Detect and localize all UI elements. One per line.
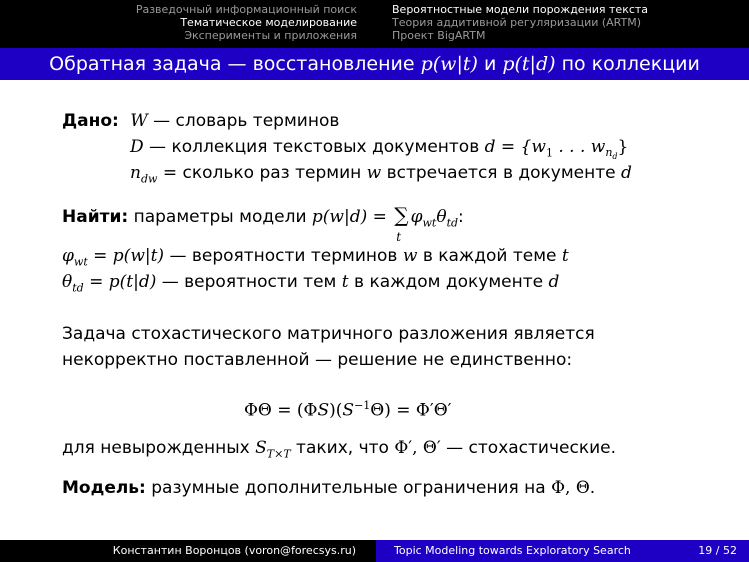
nav-subsection-artm-theory[interactable]: Теория аддитивной регуляризации (ARTM) [392, 16, 642, 29]
phi-def-sub: wt [73, 255, 88, 269]
subsection-nav [392, 3, 648, 42]
footer-page-number: 19 / 52 [698, 544, 737, 557]
phi-def-text: — вероятности терминов [164, 246, 403, 266]
sum-index: t [396, 230, 402, 244]
phi-def-w: w [402, 246, 418, 266]
collection-text: — коллекция текстовых документов [143, 137, 485, 157]
phi-definition [62, 245, 569, 273]
formula-s2: S [342, 400, 355, 421]
footer-bar [0, 540, 749, 562]
section-nav [136, 3, 357, 42]
slide-title [0, 48, 749, 80]
count-w: w [366, 163, 382, 183]
nav-subsection-bigartm[interactable]: Проект BigARTM [392, 29, 486, 42]
collection-math: d = {w [484, 137, 546, 157]
nondeg-text: для невырожденных [62, 438, 256, 458]
theta-def-text-2: в каждом документе [348, 272, 549, 292]
formula-part-b: )( [329, 400, 343, 421]
find-line [62, 203, 464, 244]
problem-line-2: некорректно поставленной — решение не единственно: [62, 350, 573, 370]
formula-s1: S [317, 400, 330, 421]
footer-title-block [376, 540, 749, 562]
phi-sub: wt [422, 216, 437, 230]
phi-def-t: t [561, 246, 569, 266]
formula-part-a: ΦΘ = (Φ [244, 400, 318, 421]
find-label: Найти: [62, 207, 129, 227]
nondegenerate-line [62, 437, 616, 465]
vocab-text: — словарь терминов [147, 111, 340, 131]
nondeg-text-2: таких, что [290, 438, 395, 458]
count-text: = сколько раз термин [157, 163, 367, 183]
formula-part-c: Θ) = Φ′Θ′ [370, 400, 452, 421]
model-label: Модель: [62, 478, 146, 498]
formula-sup: −1 [354, 399, 371, 412]
phi-def-eq: = p(w|t) [87, 246, 165, 266]
footer-talk-title: Topic Modeling towards Exploratory Search [394, 544, 631, 557]
nav-section-topic-modeling[interactable]: Тематическое моделирование [180, 16, 357, 29]
title-text-1: Обратная задача — восстановление [49, 53, 421, 75]
vocab-symbol: W [130, 111, 148, 131]
collection-sub-n: nd [605, 146, 618, 162]
nav-subsection-probabilistic-models[interactable]: Вероятностные модели порождения текста [392, 3, 649, 16]
given-line-w [62, 110, 339, 132]
count-sub: dw [140, 172, 158, 186]
given-label: Дано: [62, 111, 119, 131]
theta-def-d: d [548, 272, 560, 292]
theta-definition [62, 271, 559, 299]
collection-close: } [617, 137, 629, 157]
phi-def-text-2: в каждой теме [417, 246, 562, 266]
theta-def-eq: = p(t|d) [83, 272, 157, 292]
model-dot: . [589, 478, 596, 498]
theta-def-sub: td [72, 281, 84, 295]
theta-def-symbol: θ [62, 272, 73, 292]
title-math-2: p(t|d) [502, 53, 556, 75]
collection-sub-1: 1 [545, 146, 553, 160]
find-text: параметры модели [128, 207, 312, 227]
title-text-2: и [477, 53, 503, 75]
count-text-2: встречается в документе [381, 163, 622, 183]
theta-symbol: θ [436, 207, 447, 227]
theta-def-text: — вероятности тем [156, 272, 342, 292]
count-d: d [621, 163, 632, 183]
theta-sub: td [446, 216, 459, 230]
find-colon: : [458, 207, 464, 227]
factorization-formula [244, 395, 452, 422]
nav-section-exploratory-search[interactable]: Разведочный информационный поиск [135, 3, 357, 16]
collection-symbol: D [130, 137, 144, 157]
sum-symbol: ∑ t [392, 204, 410, 226]
title-math-1: p(w|t) [420, 53, 478, 75]
model-math: Φ, Θ [551, 478, 590, 498]
title-text-3: по коллекции [555, 53, 700, 75]
footer-author: Константин Воронцов (voron@forecsys.ru) [112, 544, 356, 557]
nondeg-math: Φ′, Θ′ [394, 438, 441, 458]
model-text: разумные дополнительные ограничения на [145, 478, 552, 498]
nondeg-text-3: — стохастические. [440, 438, 616, 458]
theta-def-t: t [341, 272, 349, 292]
model-line [62, 477, 595, 499]
problem-line-1: Задача стохастического матричного разложения является [62, 324, 595, 344]
collection-dots: . . . w [552, 137, 606, 157]
nondeg-s: S [255, 438, 267, 458]
phi-def-symbol: φ [62, 246, 74, 266]
nondeg-sub: T×T [266, 447, 291, 461]
phi-symbol: φ [410, 207, 423, 227]
find-lhs: p(w|d) = [311, 207, 393, 227]
given-line-n [130, 162, 632, 190]
navigation-bar [0, 0, 749, 48]
count-symbol: n [130, 163, 141, 183]
nav-section-experiments[interactable]: Эксперименты и приложения [184, 29, 357, 42]
